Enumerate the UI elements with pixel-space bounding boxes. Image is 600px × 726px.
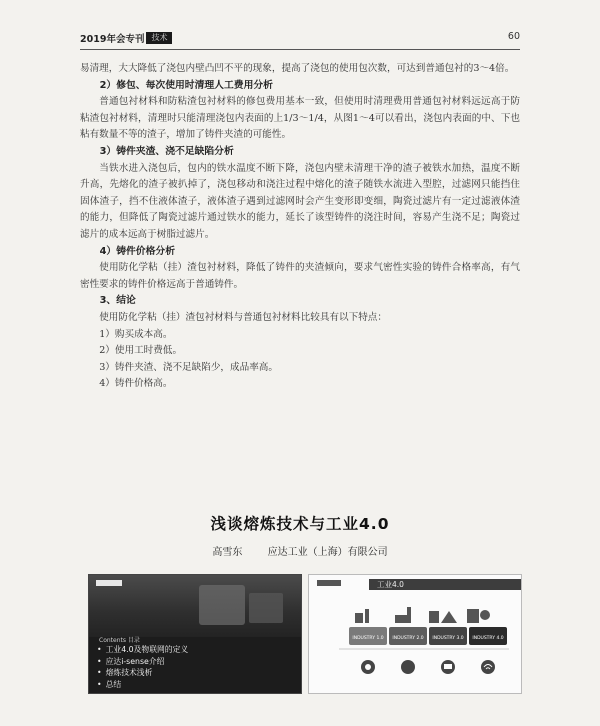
company-logo (317, 580, 341, 586)
section-heading: 3）铸件夹渣、浇不足缺陷分析 (99, 145, 234, 157)
column-tag: 技术 (146, 32, 172, 44)
page-number: 60 (507, 31, 520, 42)
stage-label: INDUSTRY 1.0 (352, 636, 384, 641)
stage-label: INDUSTRY 4.0 (472, 636, 504, 641)
header-divider (80, 49, 520, 50)
contents-item: • 工业4.0及物联网的定义 (97, 644, 188, 656)
stage-label: INDUSTRY 2.0 (392, 636, 424, 641)
factory-icons (355, 607, 490, 623)
conclusion-item: 4）铸件价格高。 (99, 378, 173, 390)
industry-timeline-graphic (309, 593, 521, 693)
section-heading: 2）修包、每次使用时清理人工费用分析 (99, 79, 273, 91)
byline (0, 543, 600, 558)
conclusion-item: 3）铸件夹渣、浇不足缺陷少，成品率高。 (99, 361, 278, 373)
paragraph: 当铁水进入浇包后，包内的铁水温度不断下降，浇包内壁未清理干净的渣子被铁水加热，温度不断升高，先熔化的渣子被扒掉了，浇包移动和浇注过程中熔化的渣子随铁水流进入型腔，过滤网只能挡住固体渣子，挡不住液体渣子，液体渣子遇到过滤网时会产生变形即变细，陶瓷过滤片有一定过滤液体渣的能力，但降低了陶瓷过滤片通过铁水的能力，延长了该型铸件的浇注时间，容易产生浇不足；陶瓷过滤片的成本远高于树脂过滤片。 (80, 162, 520, 240)
author-affiliation: 应达工业（上海）有限公司 (267, 547, 388, 558)
paragraph: 普通包衬材料和防粘渣包衬材料的修包费用基本一致，但使用时清理费用普通包衬材料远远高于防粘渣包衬材料，清理时只能清理浇包内表面的上1/3～1/4，从图1～4可以看出，浇包内表面的中、下也粘有数量不等的渣子，增加了铸件夹渣的可能性。 (80, 96, 520, 141)
conclusion-item: 1）购买成本高。 (99, 328, 173, 340)
company-logo (96, 580, 122, 586)
page-header (80, 31, 520, 45)
author-name: 高雪东 (212, 547, 243, 558)
paragraph: 使用防化学粘（挂）渣包衬材料，降低了铸件的夹渣倾向，要求气密性实验的铸件合格率高，有气密性要求的铸件价格远高于普通铸件。 (80, 262, 520, 290)
slide-contents (88, 574, 302, 694)
article-body (80, 61, 520, 393)
paragraph: 使用防化学粘（挂）渣包衬材料与普通包衬材料比较具有以下特点： (99, 311, 387, 323)
paragraph: 易清理，大大降低了浇包内壁凸凹不平的现象，提高了浇包的使用包次数，可达到普通包衬的3～4倍。 (80, 63, 515, 74)
issue-label: 2019年会专刊 (80, 34, 145, 45)
article-title: 浅谈熔炼技术与工业4.0 (210, 515, 390, 533)
contents-item: • 熔炼技术浅析 (97, 667, 188, 679)
stage-label: INDUSTRY 3.0 (432, 636, 464, 641)
conclusion-item: 2）使用工时费低。 (99, 345, 183, 357)
people-icon (401, 660, 415, 674)
contents-item: • 应达i-sense介绍 (97, 656, 188, 668)
slide-industry40 (308, 574, 522, 694)
contents-item: • 总结 (97, 679, 188, 691)
contents-label: Contents 目录 (99, 637, 140, 644)
section-heading: 4）铸件价格分析 (99, 245, 175, 257)
wifi-icon (481, 660, 495, 674)
contents-list (97, 644, 188, 690)
header-left (80, 31, 172, 45)
slide-title: 工业4.0 (369, 579, 521, 590)
section-heading: 3、结论 (99, 295, 136, 307)
